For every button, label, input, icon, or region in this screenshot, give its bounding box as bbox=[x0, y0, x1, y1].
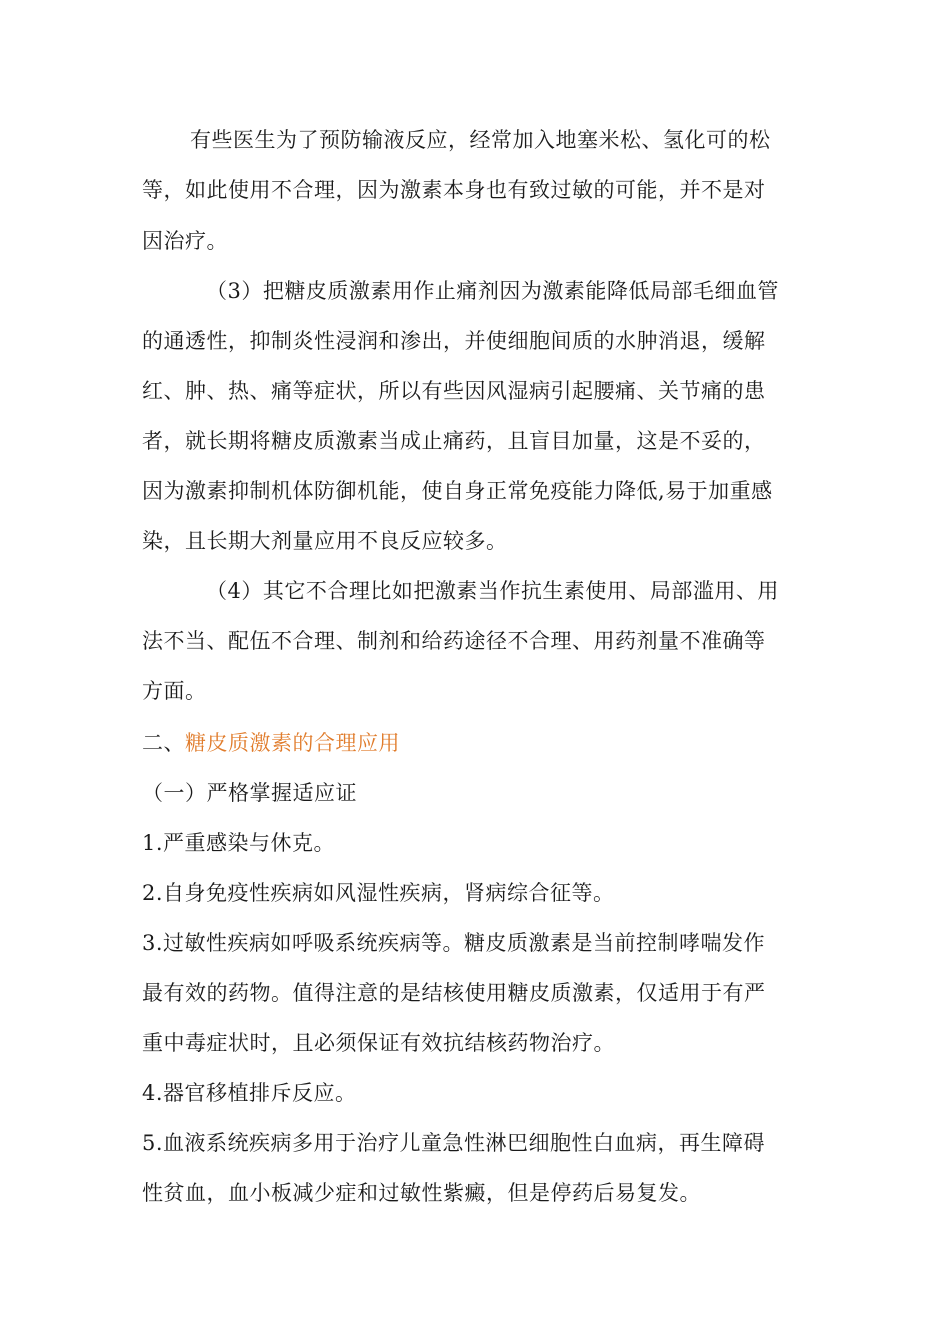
paragraph-1-line-1: 有些医生为了预防输液反应，经常加入地塞米松、氢化可的松 bbox=[190, 128, 771, 152]
paragraph-3-line-3: 方面。 bbox=[142, 679, 207, 703]
section-prefix: 二、 bbox=[142, 731, 185, 755]
list-item-2: 2.自身免疫性疾病如风湿性疾病，肾病综合征等。 bbox=[142, 881, 615, 905]
paragraph-2-line-1: （3）把糖皮质激素用作止痛剂因为激素能降低局部毛细血管 bbox=[206, 279, 779, 303]
list-item-5-line-2: 性贫血，血小板减少症和过敏性紫癜，但是停药后易复发。 bbox=[142, 1181, 701, 1205]
subsection-heading: （一）严格掌握适应证 bbox=[142, 781, 357, 805]
paragraph-3-line-1: （4）其它不合理比如把激素当作抗生素使用、局部滥用、用 bbox=[206, 579, 779, 603]
paragraph-2-line-5: 因为激素抑制机体防御机能，使自身正常免疫能力降低,易于加重感 bbox=[142, 479, 773, 503]
section-title: 糖皮质激素的合理应用 bbox=[185, 731, 400, 755]
list-item-3-line-1: 3.过敏性疾病如呼吸系统疾病等。糖皮质激素是当前控制哮喘发作 bbox=[142, 931, 766, 955]
paragraph-2-line-3: 红、肿、热、痛等症状，所以有些因风湿病引起腰痛、关节痛的患 bbox=[142, 379, 766, 403]
list-item-3-line-3: 重中毒症状时，且必须保证有效抗结核药物治疗。 bbox=[142, 1031, 615, 1055]
paragraph-2-line-4: 者，就长期将糖皮质激素当成止痛药，且盲目加量，这是不妥的， bbox=[142, 429, 766, 453]
paragraph-1-line-3: 因治疗。 bbox=[142, 229, 228, 253]
paragraph-1-line-2: 等，如此使用不合理，因为激素本身也有致过敏的可能，并不是对 bbox=[142, 178, 766, 202]
paragraph-2-line-6: 染，且长期大剂量应用不良反应较多。 bbox=[142, 529, 508, 553]
paragraph-3-line-2: 法不当、配伍不合理、制剂和给药途径不合理、用药剂量不准确等 bbox=[142, 629, 766, 653]
list-item-1: 1.严重感染与休克。 bbox=[142, 831, 336, 855]
list-item-3-line-2: 最有效的药物。值得注意的是结核使用糖皮质激素，仅适用于有严 bbox=[142, 981, 766, 1005]
section-heading bbox=[142, 730, 400, 756]
list-item-4: 4.器官移植排斥反应。 bbox=[142, 1081, 357, 1105]
list-item-5-line-1: 5.血液系统疾病多用于治疗儿童急性淋巴细胞性白血病，再生障碍 bbox=[142, 1131, 766, 1155]
paragraph-2-line-2: 的通透性，抑制炎性浸润和渗出，并使细胞间质的水肿消退，缓解 bbox=[142, 329, 766, 353]
